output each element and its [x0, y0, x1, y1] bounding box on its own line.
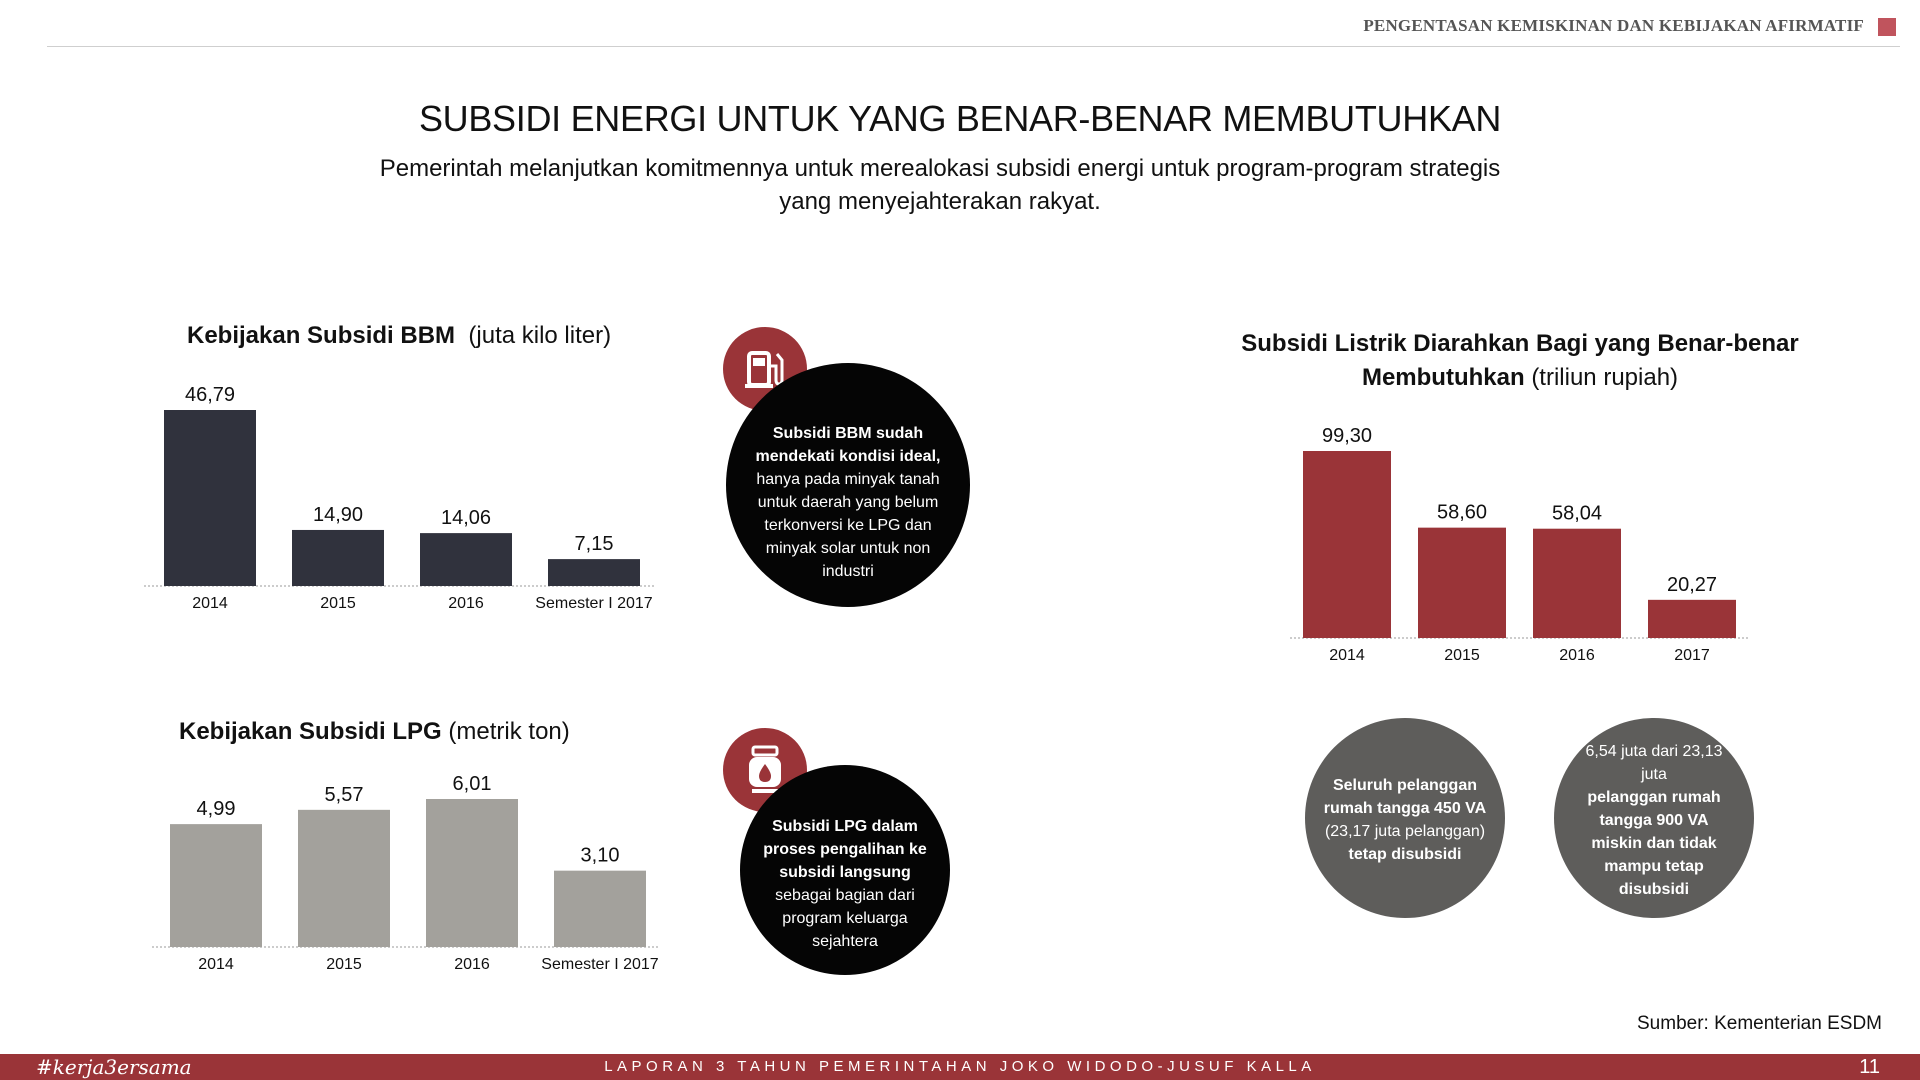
footer-report-title: LAPORAN 3 TAHUN PEMERINTAHAN JOKO WIDODO-JUSUF KALLA [604, 1058, 1316, 1075]
listrik-value-label-2: 58,04 [1551, 502, 1603, 525]
lpg-note-circle [740, 765, 950, 975]
listrik-900va-count: 6,54 juta dari 23,13 juta [1585, 742, 1723, 783]
bbm-bar-3 [548, 559, 640, 586]
listrik-900va-bold: pelanggan rumah tangga 900 VA miskin dan tidak mampu tetap disubsidi [1587, 788, 1721, 898]
listrik-category-label-1: 2015 [1444, 647, 1480, 664]
bbm-bar-chart [140, 380, 660, 620]
lpg-chart-title-bold: Kebijakan Subsidi LPG [179, 718, 442, 745]
listrik-category-label-3: 2017 [1674, 647, 1710, 664]
lpg-bar-1 [298, 810, 390, 947]
listrik-category-label-2: 2016 [1559, 647, 1595, 664]
listrik-bar-2 [1533, 529, 1621, 638]
listrik-chart-title-bold: Subsidi Listrik Diarahkan Bagi yang Benar-benar Membutuhkan [1241, 330, 1799, 391]
listrik-450va-bold: Seluruh pelanggan rumah tangga 450 VA [1323, 777, 1487, 817]
bbm-chart-title [187, 322, 611, 350]
listrik-450va-circle [1305, 718, 1505, 918]
lpg-bar-2 [426, 799, 518, 947]
lpg-note-text: sebagai bagian dari program keluarga sejahtera [775, 887, 915, 950]
bbm-value-label-3: 7,15 [574, 533, 614, 556]
bbm-value-label-1: 14,90 [312, 503, 364, 526]
listrik-900va-circle [1554, 718, 1754, 918]
page-subtitle: Pemerintah melanjutkan komitmennya untuk merealokasi subsidi energi untuk program-program strategis yang menyejahterakan rakyat. [379, 155, 1501, 215]
listrik-value-label-1: 58,60 [1436, 501, 1488, 524]
page-number: 11 [1859, 1056, 1880, 1078]
bbm-category-label-0: 2014 [192, 595, 228, 612]
bbm-value-label-2: 14,06 [440, 507, 492, 530]
bbm-bar-2 [420, 533, 512, 586]
lpg-value-label-2: 6,01 [452, 773, 492, 795]
lpg-category-label-3: Semester I 2017 [541, 956, 659, 973]
lpg-bar-chart [140, 770, 660, 990]
listrik-chart-unit: (triliun rupiah) [1531, 364, 1679, 391]
bbm-category-label-3: Semester I 2017 [535, 595, 653, 612]
lpg-bar-0 [170, 824, 262, 947]
bbm-chart-title-bold: Kebijakan Subsidi BBM [187, 322, 456, 349]
footer-bar [0, 1054, 1920, 1080]
lpg-bar-3 [554, 871, 646, 947]
listrik-value-label-0: 99,30 [1321, 425, 1373, 447]
bbm-chart-unit: (juta kilo liter) [468, 322, 612, 349]
page-title: SUBSIDI ENERGI UNTUK YANG BENAR-BENAR MEMBUTUHKAN [418, 98, 1502, 139]
lpg-category-label-2: 2016 [454, 956, 490, 973]
lpg-chart-unit: (metrik ton) [448, 718, 570, 745]
lpg-chart-title [179, 718, 570, 746]
listrik-bar-1 [1418, 528, 1506, 638]
listrik-bar-3 [1648, 600, 1736, 638]
source-note: Sumber: Kementerian ESDM [1637, 1013, 1882, 1034]
listrik-category-label-0: 2014 [1329, 647, 1365, 664]
lpg-note-bold: Subsidi LPG dalam proses pengalihan ke subsidi langsung [763, 818, 927, 881]
listrik-450va-count: (23,17 juta pelanggan) [1324, 823, 1486, 840]
header-marker [1878, 18, 1896, 36]
listrik-bar-chart [1280, 415, 1760, 675]
listrik-450va-status: tetap disubsidi [1348, 846, 1462, 863]
lpg-value-label-0: 4,99 [196, 798, 236, 821]
listrik-value-label-3: 20,27 [1666, 573, 1718, 596]
bbm-bar-0 [164, 410, 256, 586]
footer-hashtag: #kerja3ersama [36, 1055, 192, 1079]
lpg-category-label-1: 2015 [326, 956, 362, 973]
header-divider [47, 46, 1900, 47]
bbm-category-label-1: 2015 [320, 595, 356, 612]
bbm-note-bold: Subsidi BBM sudah mendekati kondisi ideal, [755, 424, 941, 465]
lpg-category-label-0: 2014 [198, 956, 234, 973]
listrik-bar-0 [1303, 451, 1391, 638]
bbm-bar-1 [292, 530, 384, 586]
listrik-chart-title [1200, 327, 1840, 395]
lpg-value-label-1: 5,57 [324, 783, 364, 806]
bbm-value-label-0: 46,79 [184, 384, 236, 406]
bbm-note-circle [726, 363, 970, 607]
bbm-note-text: hanya pada minyak tanah untuk daerah yang belum terkonversi ke LPG dan minyak solar untuk non industri [756, 470, 940, 580]
bbm-category-label-2: 2016 [448, 595, 484, 612]
lpg-value-label-3: 3,10 [580, 844, 620, 867]
header-section-label: PENGENTASAN KEMISKINAN DAN KEBIJAKAN AFIRMATIF [1363, 16, 1864, 35]
